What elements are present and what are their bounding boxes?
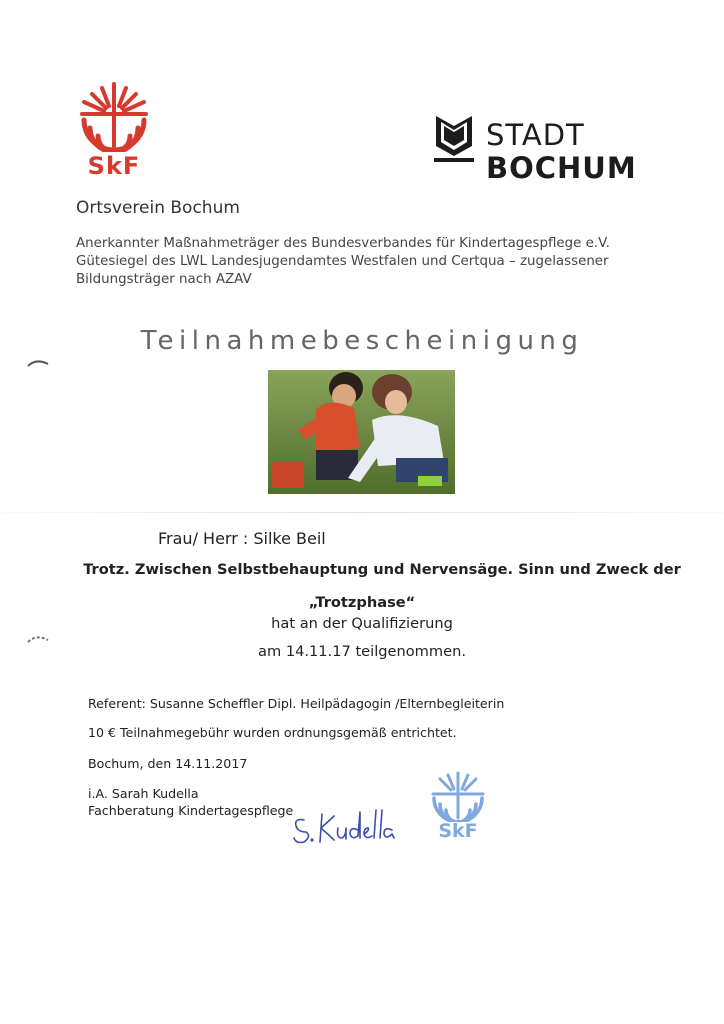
- handwritten-signature: [290, 806, 400, 846]
- place-date-line: Bochum, den 14.11.2017: [88, 756, 248, 771]
- intro-line: Gütesiegel des LWL Landesjugendamtes Westfalen und Certqua – zugelassener: [76, 254, 609, 269]
- signer-name: i.A. Sarah Kudella: [88, 786, 199, 801]
- stadt-logo-line2: BOCHUM: [486, 151, 637, 185]
- skf-emblem-icon: [76, 80, 152, 152]
- course-title: Trotz. Zwischen Selbstbehauptung und Nervensäge. Sinn und Zweck der: [83, 561, 681, 578]
- document-title: Teilnahmebescheinigung: [140, 326, 584, 356]
- course-title-quote: „Trotzphase“: [308, 594, 416, 611]
- book-icon: [434, 116, 474, 164]
- intro-line: Bildungsträger nach AZAV: [76, 272, 252, 287]
- referent-line: Referent: Susanne Scheffler Dipl. Heilpädagogin /Elternbegleiterin: [88, 696, 505, 711]
- skf-logo: [76, 80, 152, 186]
- qualification-line: hat an der Qualifizierung: [271, 615, 453, 632]
- skf-logo-text: SkF: [87, 152, 141, 180]
- fee-line: 10 € Teilnahmegebühr wurden ordnungsgemäß entrichtet.: [88, 725, 457, 740]
- intro-line: Anerkannter Maßnahmeträger des Bundesverbandes für Kindertagespflege e.V.: [76, 236, 610, 251]
- stadt-bochum-logo: [434, 114, 644, 190]
- skf-stamp-emblem-icon: [428, 770, 488, 822]
- participation-date-line: am 14.11.17 teilgenommen.: [258, 643, 466, 660]
- fold-line: [0, 512, 724, 513]
- skf-stamp-text: SkF: [438, 820, 478, 842]
- intro-text: [76, 235, 636, 289]
- stadt-logo-line1: STADT: [486, 118, 585, 152]
- participant-name: Frau/ Herr : Silke Beil: [158, 529, 326, 548]
- ortsverein-label: Ortsverein Bochum: [76, 198, 240, 218]
- skf-stamp: [428, 770, 488, 848]
- scan-mark: [26, 356, 50, 370]
- children-photo: [268, 370, 455, 494]
- signer-role: Fachberatung Kindertagespflege: [88, 803, 294, 818]
